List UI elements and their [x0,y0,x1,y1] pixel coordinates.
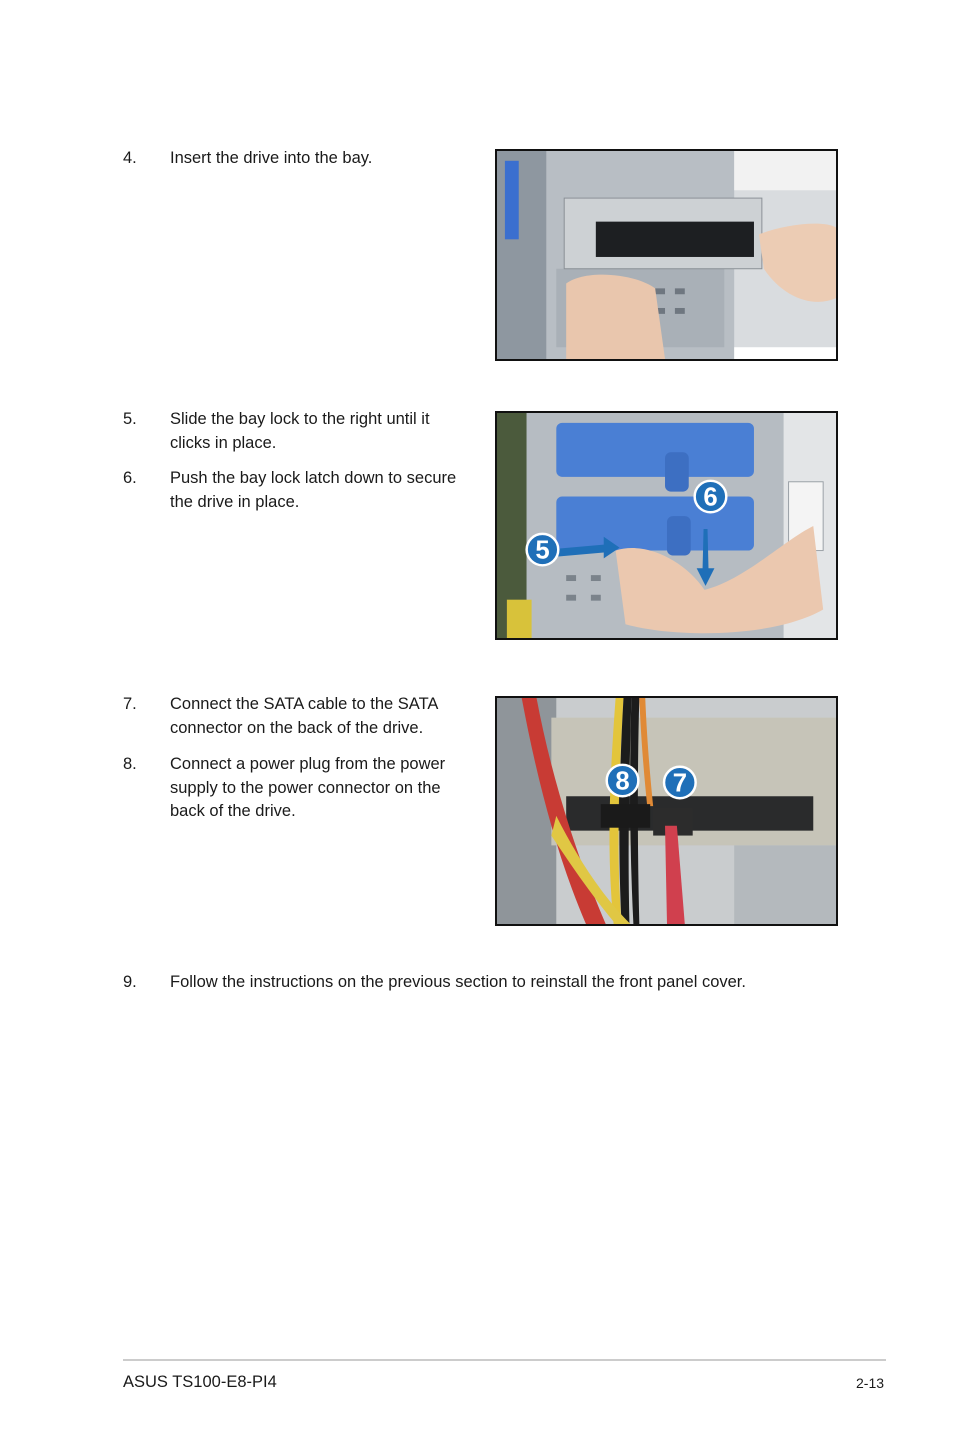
footer-product-name: ASUS TS100-E8-PI4 [123,1373,277,1391]
step-text [170,408,490,455]
step-text [170,971,880,995]
photo-insert-drive [495,149,838,361]
photo-sata-power [495,696,838,926]
callout-8-label: 8 [615,767,630,796]
step-text-line: clicks in place. [170,433,277,452]
photo-bay-lock [495,411,838,640]
callout-6-label: 6 [703,483,718,512]
step-text-line: back of the drive. [170,802,296,820]
footer-page-number: 2-13 [856,1375,885,1391]
callout-5-label: 5 [535,536,550,565]
step-number: 4. [123,149,137,167]
step-text-line: Slide the bay lock to the right until it [170,410,430,428]
step-number: 7. [123,695,137,713]
step-text [170,147,490,171]
step-text-line: connector on the back of the drive. [170,718,424,737]
step-text-line: Insert the drive into the bay. [170,149,373,167]
step-text [170,467,490,514]
step-number: 9. [123,973,137,991]
callout-7-label: 7 [672,769,687,798]
step-text-line: Follow the instructions on the previous section to reinstall the front panel cover. [170,973,746,991]
step-text-line: Connect the SATA cable to the SATA [170,695,439,713]
step-text-line: the drive in place. [170,492,300,511]
step-text-line: Connect a power plug from the power [170,755,446,773]
step-number: 5. [123,410,137,428]
step-number: 6. [123,469,137,487]
step-text-line: Push the bay lock latch down to secure [170,469,457,487]
step-text [170,693,490,740]
step-number: 8. [123,755,137,773]
step-text-line: supply to the power connector on the [170,778,441,797]
footer-divider [123,1359,886,1361]
step-text [170,753,490,824]
